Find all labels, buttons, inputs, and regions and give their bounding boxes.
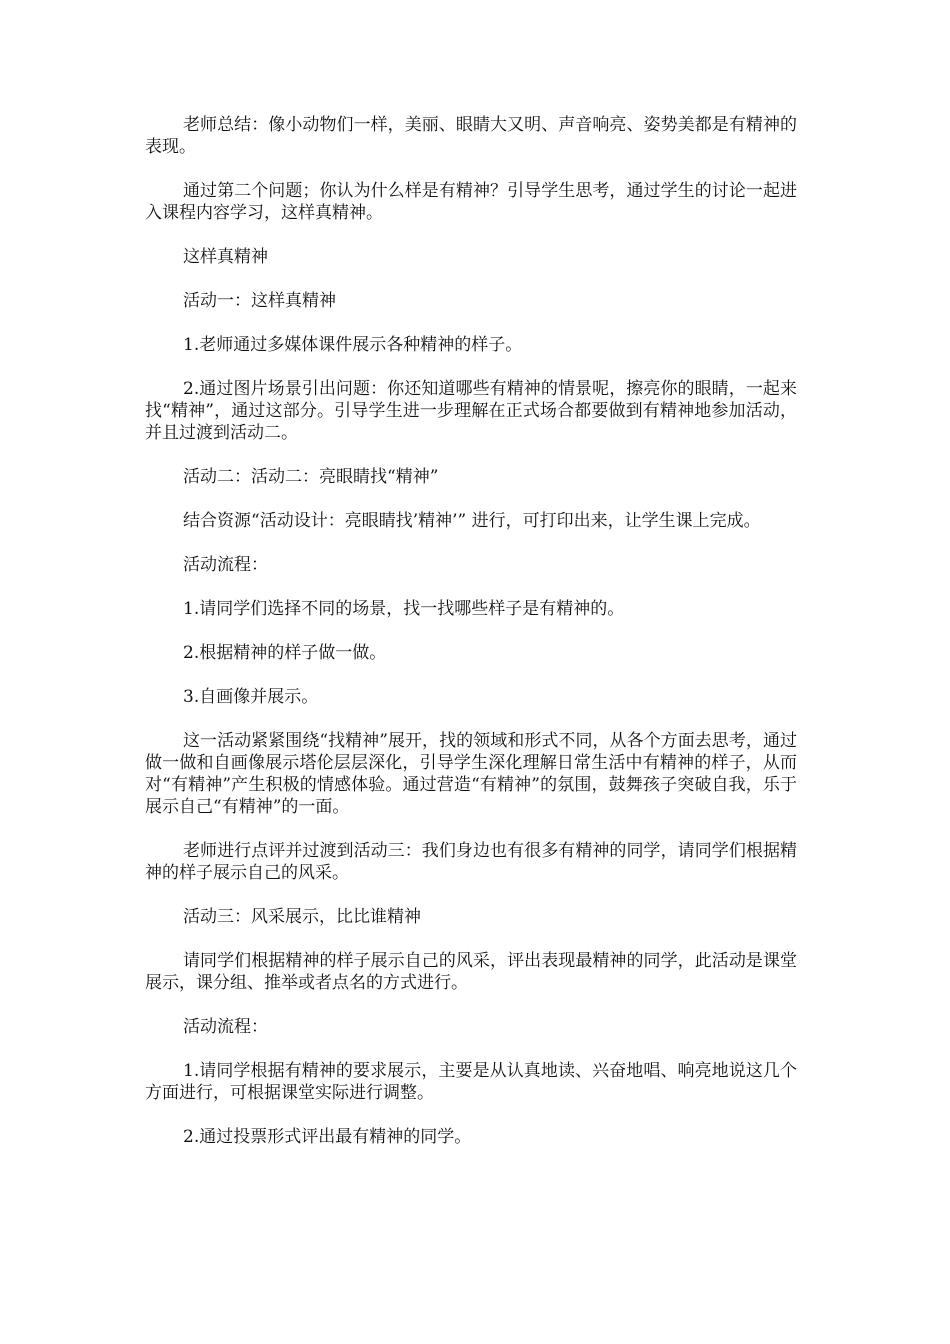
activity-three-description: 请同学们根据精神的样子展示自己的风采，评出表现最精神的同学，此活动是课堂展示，课分组、推举或者点名的方式进行。 xyxy=(145,951,797,993)
activity-one-heading: 活动一：这样真精神 xyxy=(183,291,336,311)
activity-three-heading: 活动三：风采展示，比比谁精神 xyxy=(183,907,421,927)
activity-three-step-2: 2.通过投票形式评出最有精神的同学。 xyxy=(183,1127,472,1147)
activity-two-heading: 活动二：活动二：亮眼睛找“精神” xyxy=(183,467,439,487)
activity-two-step-1: 1.请同学们选择不同的场景，找一找哪些样子是有精神的。 xyxy=(183,599,625,619)
activity-two-step-3: 3.自画像并展示。 xyxy=(183,687,319,707)
paragraph-second-question: 通过第二个问题；你认为什么样是有精神？引导学生思考，通过学生的讨论一起进入课程内容学习，这样真精神。 xyxy=(145,181,797,223)
activity-three-step-1: 1.请同学根据有精神的要求展示，主要是从认真地读、兴奋地唱、响亮地说这几个方面进行，可根据课堂实际进行调整。 xyxy=(145,1061,797,1103)
activity-two-explanation: 这一活动紧紧围绕“找精神”展开，找的领域和形式不同，从各个方面去思考，通过做一做和自画像展示塔伦层层深化，引导学生深化理解日常生活中有精神的样子，从而对“有精神”产生积极的情感体验。通过营造“有精神”的氛围，鼓舞孩子突破自我，乐于展示自己“有精神”的一面。 xyxy=(145,731,797,817)
activity-one-step-2: 2.通过图片场景引出问题：你还知道哪些有精神的情景呢，擦亮你的眼睛，一起来找“精神”，通过这部分。引导学生进一步理解在正式场合都要做到有精神地参加活动，并且过渡到活动二。 xyxy=(145,379,797,443)
activity-one-step-1: 1.老师通过多媒体课件展示各种精神的样子。 xyxy=(183,335,523,355)
teacher-comment-transition: 老师进行点评并过渡到活动三：我们身边也有很多有精神的同学，请同学们根据精神的样子展示自己的风采。 xyxy=(145,841,797,883)
activity-two-resource: 结合资源“活动设计：亮眼睛找’精神’” 进行，可打印出来，让学生课上完成。 xyxy=(183,511,761,531)
document-body xyxy=(145,114,797,1170)
activity-two-step-2: 2.根据精神的样子做一做。 xyxy=(183,643,387,663)
activity-flow-heading-2: 活动流程： xyxy=(183,1017,268,1037)
activity-flow-heading-1: 活动流程： xyxy=(183,555,268,575)
paragraph-teacher-summary: 老师总结：像小动物们一样，美丽、眼睛大又明、声音响亮、姿势美都是有精神的表现。 xyxy=(145,115,797,157)
section-heading-zheyang-zhen-jingshen: 这样真精神 xyxy=(183,247,268,267)
